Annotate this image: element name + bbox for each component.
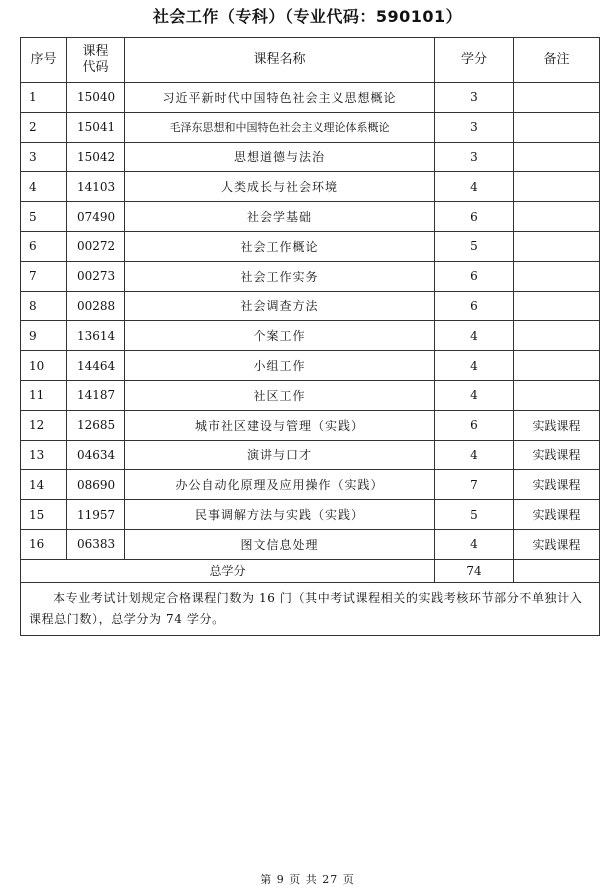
row-course-code: 15040 [67, 83, 125, 113]
row-credit: 3 [435, 142, 514, 172]
row-remark [514, 231, 600, 261]
row-course-name: 社会工作概论 [125, 231, 435, 261]
row-credit: 3 [435, 83, 514, 113]
header-code [67, 38, 125, 83]
note-row [21, 582, 600, 635]
table-row [21, 202, 600, 232]
table-row [21, 83, 600, 113]
row-credit: 4 [435, 172, 514, 202]
table-row [21, 500, 600, 530]
row-course-code: 14464 [67, 351, 125, 381]
row-course-name: 城市社区建设与管理（实践） [125, 410, 435, 440]
row-course-name: 社会工作实务 [125, 261, 435, 291]
row-course-code: 00272 [67, 231, 125, 261]
row-credit: 6 [435, 261, 514, 291]
row-course-name: 人类成长与社会环境 [125, 172, 435, 202]
table-row [21, 440, 600, 470]
row-course-code: 15042 [67, 142, 125, 172]
row-credit: 4 [435, 380, 514, 410]
page-footer: 第 9 页 共 27 页 [260, 873, 355, 886]
table-row [21, 529, 600, 559]
row-course-code: 13614 [67, 321, 125, 351]
row-remark [514, 321, 600, 351]
row-course-code: 07490 [67, 202, 125, 232]
row-seq: 9 [21, 321, 67, 351]
total-credits-value: 74 [435, 559, 514, 582]
header-remark: 备注 [514, 38, 600, 83]
header-course-name: 课程名称 [125, 38, 435, 83]
row-remark [514, 351, 600, 381]
total-credits-label: 总学分 [21, 559, 435, 582]
table-row [21, 470, 600, 500]
row-course-name: 个案工作 [125, 321, 435, 351]
header-code-line2: 代码 [82, 60, 109, 75]
row-credit: 3 [435, 112, 514, 142]
header-code-line1: 课程 [82, 44, 109, 59]
row-credit: 6 [435, 291, 514, 321]
row-course-name: 社区工作 [125, 380, 435, 410]
row-seq: 1 [21, 83, 67, 113]
row-remark [514, 172, 600, 202]
row-remark: 实践课程 [514, 529, 600, 559]
table-row [21, 142, 600, 172]
course-table-body [21, 83, 600, 560]
row-course-code: 08690 [67, 470, 125, 500]
row-course-code: 11957 [67, 500, 125, 530]
row-credit: 7 [435, 470, 514, 500]
row-credit: 4 [435, 351, 514, 381]
row-course-code: 15041 [67, 112, 125, 142]
row-course-name: 图文信息处理 [125, 529, 435, 559]
row-remark: 实践课程 [514, 440, 600, 470]
row-course-code: 12685 [67, 410, 125, 440]
row-course-name: 小组工作 [125, 351, 435, 381]
row-course-name: 演讲与口才 [125, 440, 435, 470]
row-course-code: 06383 [67, 529, 125, 559]
table-row [21, 351, 600, 381]
row-seq: 11 [21, 380, 67, 410]
row-course-code: 04634 [67, 440, 125, 470]
row-seq: 14 [21, 470, 67, 500]
row-remark [514, 380, 600, 410]
row-credit: 5 [435, 231, 514, 261]
total-credits-row [21, 559, 600, 582]
row-course-name: 习近平新时代中国特色社会主义思想概论 [125, 83, 435, 113]
row-credit: 5 [435, 500, 514, 530]
row-course-name: 思想道德与法治 [125, 142, 435, 172]
table-row [21, 291, 600, 321]
row-course-name: 办公自动化原理及应用操作（实践） [125, 470, 435, 500]
table-row [21, 231, 600, 261]
row-course-code: 00273 [67, 261, 125, 291]
row-credit: 4 [435, 529, 514, 559]
row-remark [514, 202, 600, 232]
table-row [21, 380, 600, 410]
row-seq: 16 [21, 529, 67, 559]
course-table [20, 37, 600, 636]
header-credit: 学分 [435, 38, 514, 83]
table-header-row [21, 38, 600, 83]
row-seq: 12 [21, 410, 67, 440]
row-remark [514, 112, 600, 142]
header-seq: 序号 [21, 38, 67, 83]
row-seq: 15 [21, 500, 67, 530]
row-seq: 7 [21, 261, 67, 291]
row-seq: 8 [21, 291, 67, 321]
table-row [21, 321, 600, 351]
row-seq: 13 [21, 440, 67, 470]
row-credit: 4 [435, 440, 514, 470]
row-remark: 实践课程 [514, 470, 600, 500]
row-course-name: 民事调解方法与实践（实践） [125, 500, 435, 530]
row-seq: 4 [21, 172, 67, 202]
total-credits-remark [514, 559, 600, 582]
table-row [21, 172, 600, 202]
row-course-code: 14103 [67, 172, 125, 202]
row-remark [514, 83, 600, 113]
row-remark [514, 291, 600, 321]
page-title: 社会工作（专科）（专业代码：590101） [152, 7, 463, 26]
table-row [21, 112, 600, 142]
row-course-code: 00288 [67, 291, 125, 321]
row-credit: 4 [435, 321, 514, 351]
row-remark: 实践课程 [514, 410, 600, 440]
table-row [21, 410, 600, 440]
row-seq: 10 [21, 351, 67, 381]
row-course-name: 社会调查方法 [125, 291, 435, 321]
table-row [21, 261, 600, 291]
row-credit: 6 [435, 410, 514, 440]
row-seq: 3 [21, 142, 67, 172]
row-seq: 6 [21, 231, 67, 261]
plan-note: 本专业考试计划规定合格课程门数为 16 门（其中考试课程相关的实践考核环节部分不单独计入课程总门数），总学分为 74 学分。 [21, 582, 600, 635]
row-course-code: 14187 [67, 380, 125, 410]
row-seq: 5 [21, 202, 67, 232]
row-remark: 实践课程 [514, 500, 600, 530]
row-course-name: 毛泽东思想和中国特色社会主义理论体系概论 [125, 112, 435, 142]
row-remark [514, 142, 600, 172]
row-course-name: 社会学基础 [125, 202, 435, 232]
row-credit: 6 [435, 202, 514, 232]
row-remark [514, 261, 600, 291]
row-seq: 2 [21, 112, 67, 142]
